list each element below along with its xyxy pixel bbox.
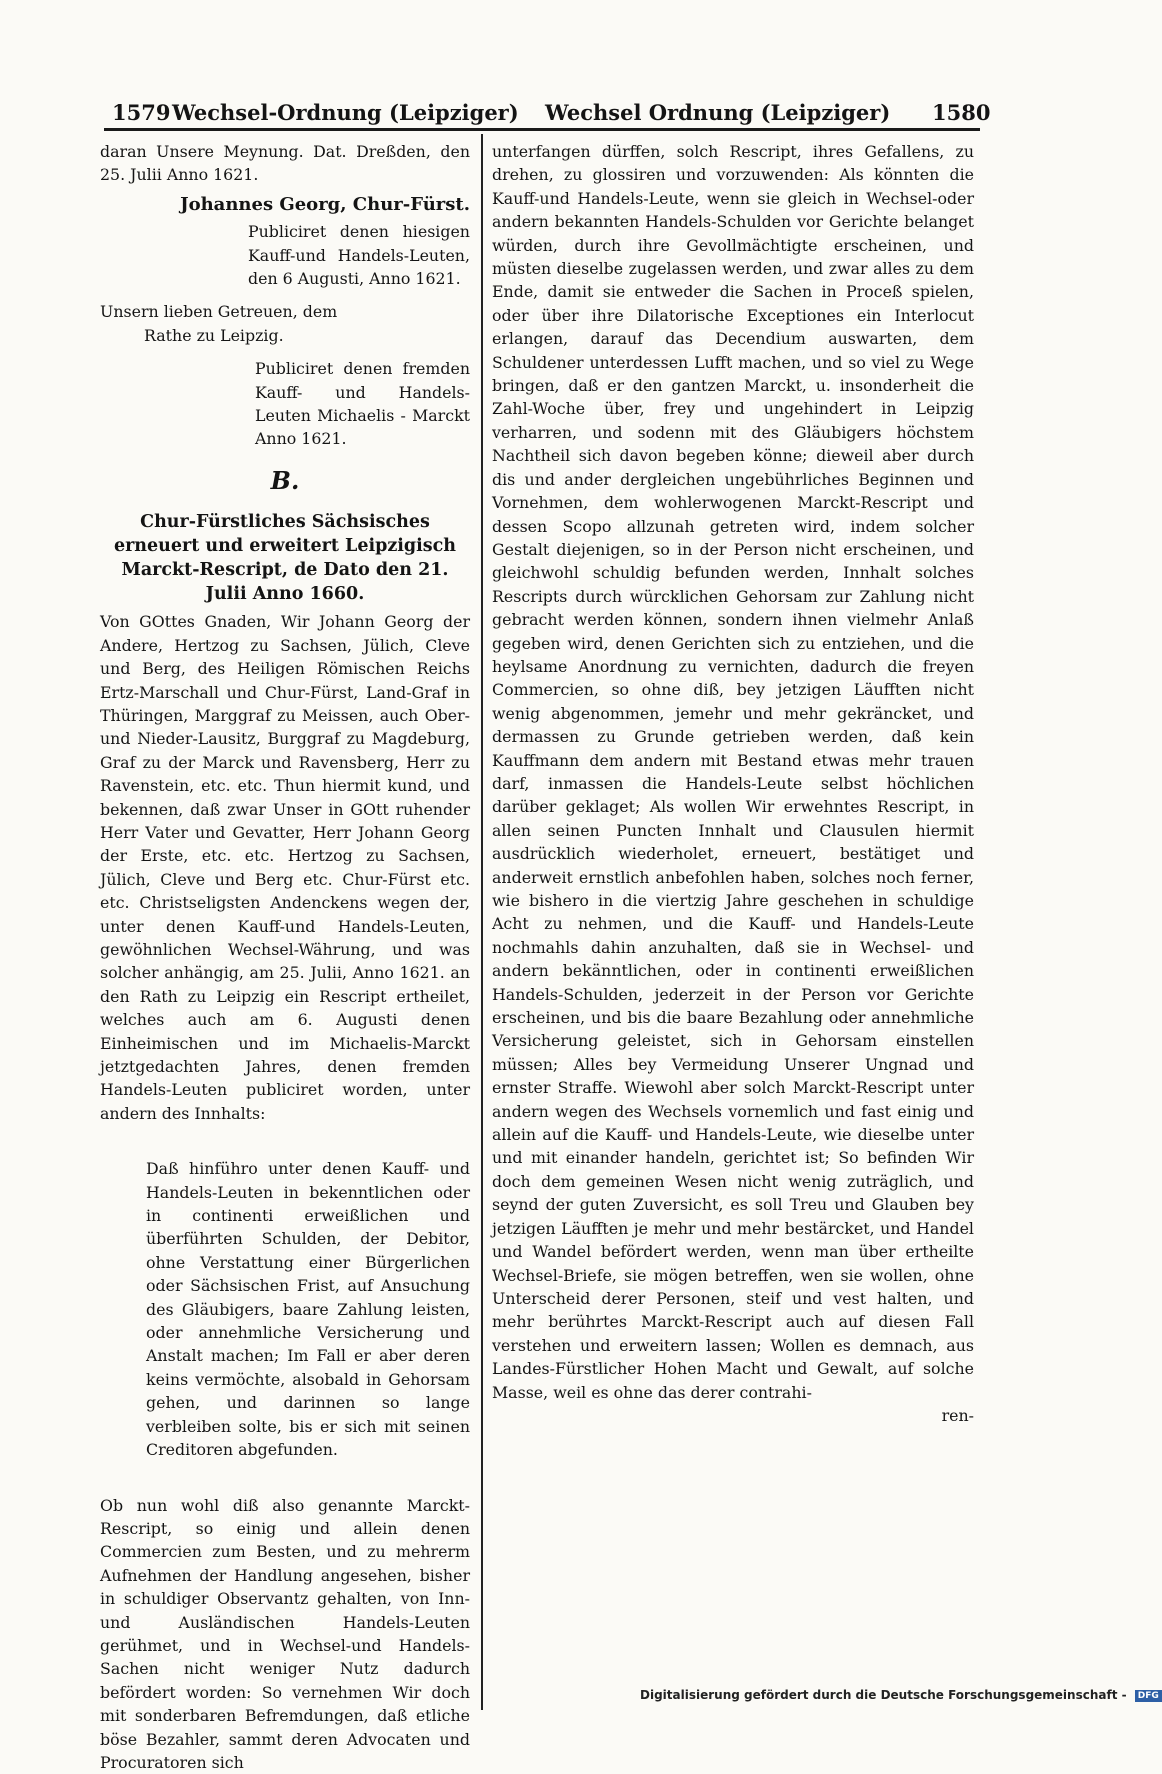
catchword: ren- <box>492 1404 974 1427</box>
address <box>100 300 470 347</box>
opening-text: daran Unsere Meynung. Dat. Dreßden, den 25. Julii Anno 1621. <box>100 140 470 187</box>
publication-note-2: Publiciret denen fremden Kauff- und Handels-Leuten Michaelis - Marckt Anno 1621. <box>255 357 470 451</box>
paragraph-1: Von GOttes Gnaden, Wir Johann Georg der Andere, Hertzog zu Sachsen, Jülich, Cleve und Berg, des Heiligen Römischen Reichs Ertz-Marschall und Chur-Fürst, Land-Graf in Thüringen, Marggraf zu Meissen, auch Ober- und Nieder-Lausitz, Burggraf zu Magdeburg, Graf zu der Marck und Ravensberg, Herr zu Ravenstein, etc. etc. Thun hiermit kund, und bekennen, daß zwar Unser in GOtt ruhender Herr Vater und Gevatter, Herr Johann Georg der Erste, etc. etc. Hertzog zu Sachsen, Jülich, Cleve und Berg etc. Chur-Fürst etc. etc. Christseligsten Andenckens wegen der, unter denen Kauff-und Handels-Leuten, gewöhnlichen Wechsel-Währung, und was solcher anhängig, am 25. Julii, Anno 1621. an den Rath zu Leipzig ein Rescript ertheilet, welches auch am 6. Augusti denen Einheimischen und im Michaelis-Marckt jetztgedachten Jahres, denen fremden Handels-Leuten publiciret worden, unter andern des Innhalts: <box>100 610 470 1125</box>
header-rule <box>104 128 980 131</box>
page-number-left: 1579 <box>112 100 170 125</box>
section-heading: Chur-Fürstliches Sächsisches erneuert und erweitert Leipzigisch Marckt-Rescript, de Dato den 21. Julii Anno 1660. <box>100 510 470 606</box>
left-column <box>100 140 470 1774</box>
quoted-passage: Daß hinführo unter denen Kauff- und Handels-Leuten in bekenntlichen oder in continenti erweißlichen und überführten Schulden, der Debitor, ohne Verstattung einer Bürgerlichen oder Sächsischen Frist, auf Ansuchung des Gläubigers, baare Zahlung leisten, oder annehmliche Versicherung und Anstalt machen; Im Fall er aber deren keins vermöchte, alsobald in Gehorsam gehen, und darinnen so lange verbleiben solte, bis er sich mit seinen Creditoren abgefunden. <box>146 1157 470 1461</box>
right-column <box>492 140 974 1427</box>
publication-note-1: Publiciret denen hiesigen Kauff-und Handels-Leuten, den 6 Augusti, Anno 1621. <box>248 220 470 290</box>
signature: Johannes Georg, Chur-Fürst. <box>100 193 470 216</box>
running-title-left: Wechsel-Ordnung (Leipziger) <box>172 100 519 125</box>
dfg-logo: DFG <box>1135 1690 1162 1702</box>
address-line-1: Unsern lieben Getreuen, dem <box>100 302 337 321</box>
footer-text: Digitalisierung gefördert durch die Deutsche Forschungsgemeinschaft - <box>640 1688 1127 1702</box>
running-title-right: Wechsel Ordnung (Leipziger) <box>545 100 890 125</box>
right-column-text: unterfangen dürffen, solch Rescript, ihres Gefallens, zu drehen, zu glossiren und vorzuwenden: Als könnten die Kauff-und Handels-Leute, wenn sie gleich in Wechsel-oder andern bekannten Handels-Schulden vor Gerichte belanget würden, durch ihre Gevollmächtigte erscheinen, und müsten dieselbe zugelassen werden, und zwar alles zu dem Ende, damit sie entweder die Sachen in Proceß spielen, oder über ihre Dilatorische Exceptiones ein Interlocut erlangen, darauf das Decendium auswarten, dem Schuldener unterdessen Lufft machen, und so viel zu Wege bringen, daß er den gantzen Marckt, u. insonderheit die Zahl-Woche über, frey und ungehindert in Leipzig verharren, und sodenn mit des Gläubigers höchstem Nachtheil sich davon begeben könne; dieweil aber durch dis und ander dergleichen ungebührliches Beginnen und Vornehmen, dem wohlerwogenen Marckt-Rescript und dessen Scopo allzunah getreten wird, indem solcher Gestalt diejenigen, so in der Person nicht erscheinen, und gleichwohl schuldig befunden werden, Innhalt solches Rescripts durch würcklichen Gehorsam zur Zahlung nicht gebracht werden können, sondern ihnen vielmehr Anlaß gegeben wird, denen Gerichten sich zu entziehen, und die heylsame Anordnung zu vernichten, dadurch die freyen Commercien, so ohne diß, bey jetzigen Läufften nicht wenig abgenommen, jemehr und mehr gekräncket, und dermassen zu Grunde getrieben werden, daß kein Kauffmann dem andern mit Bestand etwas mehr trauen darf, inmassen die Handels-Leute selbst höchlichen darüber geklaget; Als wollen Wir erwehntes Rescript, in allen seinen Puncten Innhalt und Clausulen hiermit ausdrücklich wiederholet, erneuert, bestätiget und anderweit ernstlich anbefohlen haben, solches noch ferner, wie bishero in die viertzig Jahre geschehen in schuldige Acht zu nehmen, und die Kauff- und Handels-Leute nochmahls dahin anzuhalten, daß sie in Wechsel- und andern bekänntlichen, oder in continenti erweißlichen Handels-Schulden, jederzeit in der Person vor Gerichte erscheinen, und bis die baare Bezahlung oder annehmliche Versicherung geleistet, sich in Gehorsam einstellen müssen; Alles bey Vermeidung Unserer Ungnad und ernster Straffe. Wiewohl aber solch Marckt-Rescript unter andern wegen des Wechsels vornemlich und fast einig und allein auf die Kauff- und Handels-Leute, wie dieselbe unter und mit einander handeln, gerichtet ist; So befinden Wir doch dem gemeinen Wesen nicht wenig zuträglich, und seynd der guten Zuversicht, es soll Treu und Glauben bey jetzigen Läufften je mehr und mehr bestärcket, und Handel und Wandel befördert werden, wenn man über ertheilte Wechsel-Briefe, sie mögen betreffen, wen sie wollen, ohne Unterscheid derer Personen, steif und vest halten, und mehr berührtes Marckt-Rescript auch auf diesen Fall verstehen und erweitern lassen; Wollen es demnach, aus Landes-Fürstlicher Hohen Macht und Gewalt, auf solche Masse, weil es ohne das derer contrahi- <box>492 140 974 1404</box>
page-number-right: 1580 <box>932 100 990 125</box>
digitization-footer <box>640 1688 1162 1702</box>
address-line-2: Rathe zu Leipzig. <box>144 324 470 347</box>
paragraph-2: Ob nun wohl diß also genannte Marckt-Rescript, so einig und allein denen Commercien zum Besten, und zu mehrerm Aufnehmen der Handlung angesehen, bisher in schuldiger Observantz gehalten, von Inn-und Ausländischen Handels-Leuten gerühmet, und in Wechsel-und Handels-Sachen nicht weniger Nutz dadurch befördert worden: So vernehmen Wir doch mit sonderbaren Befremdungen, daß etliche böse Bezahler, sammt deren Advocaten und Procuratoren sich <box>100 1494 470 1774</box>
column-divider <box>481 134 483 1710</box>
section-letter: B. <box>100 469 470 492</box>
